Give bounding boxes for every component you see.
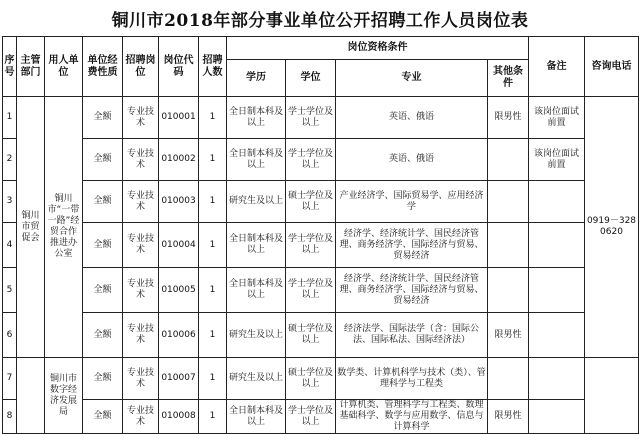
cell-count: 1 [199, 139, 227, 181]
cell-code: 010002 [159, 139, 199, 181]
cell-degree: 学士学位及以上 [286, 268, 336, 313]
cell-edu: 全日制本科及以上 [227, 268, 286, 313]
cell-other: 限男性 [488, 400, 529, 434]
cell-post: 专业技术 [123, 223, 159, 268]
table-row [3, 181, 639, 223]
cell-note: 该岗位面试前置 [529, 97, 585, 139]
header-seq: 序号 [3, 37, 17, 97]
cell-major: 经济学、经济统计学、国民经济管理、商务经济学、国际经济与贸易、贸易经济 [336, 223, 488, 268]
cell-phone [585, 358, 639, 434]
cell-code: 010007 [159, 358, 199, 400]
header-post: 招聘岗位 [123, 37, 159, 97]
cell-major: 经济学、经济统计学、国民经济管理、商务经济学、国际经济与贸易、贸易经济 [336, 268, 488, 313]
header-unit: 用人单位 [45, 37, 83, 97]
cell-edu: 全日制本科及以上 [227, 223, 286, 268]
header-row-1 [3, 37, 639, 60]
header-degree: 学位 [286, 60, 336, 97]
cell-seq: 4 [3, 223, 17, 268]
cell-degree: 学士学位及以上 [286, 97, 336, 139]
cell-degree: 硕士学位及以上 [286, 313, 336, 358]
cell-other [488, 223, 529, 268]
cell-dept: 铜川市贸促会 [17, 97, 45, 358]
cell-other [488, 268, 529, 313]
cell-funding: 全额 [83, 268, 123, 313]
table-row [3, 268, 639, 313]
header-edu: 学历 [227, 60, 286, 97]
cell-major: 计算机类、管理科学与工程类、数理基础科学、数学与应用数学、信息与计算科学 [336, 400, 488, 434]
cell-seq: 3 [3, 181, 17, 223]
cell-count: 1 [199, 313, 227, 358]
cell-funding: 全额 [83, 400, 123, 434]
cell-major: 数学类、计算机科学与技术（类）、管理科学与工程类 [336, 358, 488, 400]
cell-count: 1 [199, 97, 227, 139]
cell-other [488, 181, 529, 223]
cell-major: 英语、俄语 [336, 97, 488, 139]
cell-code: 010008 [159, 400, 199, 434]
cell-code: 010006 [159, 313, 199, 358]
table-row [3, 139, 639, 181]
cell-funding: 全额 [83, 223, 123, 268]
cell-major: 英语、俄语 [336, 139, 488, 181]
cell-other [488, 358, 529, 400]
cell-code: 010003 [159, 181, 199, 223]
cell-degree: 硕士学位及以上 [286, 358, 336, 400]
cell-code: 010001 [159, 97, 199, 139]
header-funding: 单位经费性质 [83, 37, 123, 97]
document-title: 铜川市2018年部分事业单位公开招聘工作人员岗位表 [111, 10, 529, 31]
header-dept: 主管部门 [17, 37, 45, 97]
cell-funding: 全额 [83, 358, 123, 400]
cell-degree: 硕士学位及以上 [286, 181, 336, 223]
cell-seq: 6 [3, 313, 17, 358]
header-count: 招聘人数 [199, 37, 227, 97]
cell-post: 专业技术 [123, 181, 159, 223]
cell-post: 专业技术 [123, 97, 159, 139]
cell-edu: 全日制本科及以上 [227, 400, 286, 434]
cell-degree: 学士学位及以上 [286, 223, 336, 268]
cell-funding: 全额 [83, 139, 123, 181]
cell-edu: 全日制本科及以上 [227, 97, 286, 139]
cell-note [529, 358, 585, 400]
header-phone: 咨询电话 [585, 37, 639, 97]
cell-other: 限男性 [488, 97, 529, 139]
cell-funding: 全额 [83, 97, 123, 139]
cell-phone: 0919－3280620 [585, 97, 639, 358]
header-other: 其他条件 [488, 60, 529, 97]
cell-funding: 全额 [83, 181, 123, 223]
cell-seq: 2 [3, 139, 17, 181]
cell-code: 010004 [159, 223, 199, 268]
header-code: 岗位代码 [159, 37, 199, 97]
cell-note [529, 400, 585, 434]
header-qualifications: 岗位资格条件 [227, 37, 529, 60]
cell-note: 该岗位面试前置 [529, 139, 585, 181]
cell-count: 1 [199, 181, 227, 223]
cell-major: 经济法学、国际法学（含：国际公法、国际私法、国际经济法） [336, 313, 488, 358]
cell-count: 1 [199, 268, 227, 313]
cell-dept [17, 358, 45, 434]
cell-degree: 学士学位及以上 [286, 139, 336, 181]
table-row [3, 97, 639, 139]
cell-other [488, 139, 529, 181]
cell-post: 专业技术 [123, 400, 159, 434]
cell-note [529, 223, 585, 268]
table-row [3, 400, 639, 434]
cell-major: 产业经济学、国际贸易学、应用经济学 [336, 181, 488, 223]
cell-edu: 全日制本科及以上 [227, 139, 286, 181]
cell-code: 010005 [159, 268, 199, 313]
cell-note [529, 268, 585, 313]
cell-count: 1 [199, 223, 227, 268]
cell-seq: 5 [3, 268, 17, 313]
cell-seq: 8 [3, 400, 17, 434]
cell-post: 专业技术 [123, 139, 159, 181]
cell-count: 1 [199, 400, 227, 434]
cell-edu: 研究生及以上 [227, 313, 286, 358]
cell-degree: 学士学位及以上 [286, 400, 336, 434]
cell-count: 1 [199, 358, 227, 400]
table-row [3, 313, 639, 358]
cell-post: 专业技术 [123, 358, 159, 400]
cell-unit: 铜川市“一带一路”经贸合作推进办公室 [45, 97, 83, 358]
header-major: 专业 [336, 60, 488, 97]
cell-post: 专业技术 [123, 268, 159, 313]
table-row [3, 223, 639, 268]
cell-funding: 全额 [83, 313, 123, 358]
cell-note [529, 313, 585, 358]
table-row [3, 358, 639, 400]
cell-edu: 研究生及以上 [227, 358, 286, 400]
cell-other: 限男性 [488, 313, 529, 358]
header-note: 备注 [529, 37, 585, 97]
cell-edu: 研究生及以上 [227, 181, 286, 223]
cell-post: 专业技术 [123, 313, 159, 358]
cell-unit: 铜川市数字经济发展局 [45, 358, 83, 434]
cell-seq: 7 [3, 358, 17, 400]
job-positions-table [2, 36, 639, 434]
cell-seq: 1 [3, 97, 17, 139]
cell-note [529, 181, 585, 223]
